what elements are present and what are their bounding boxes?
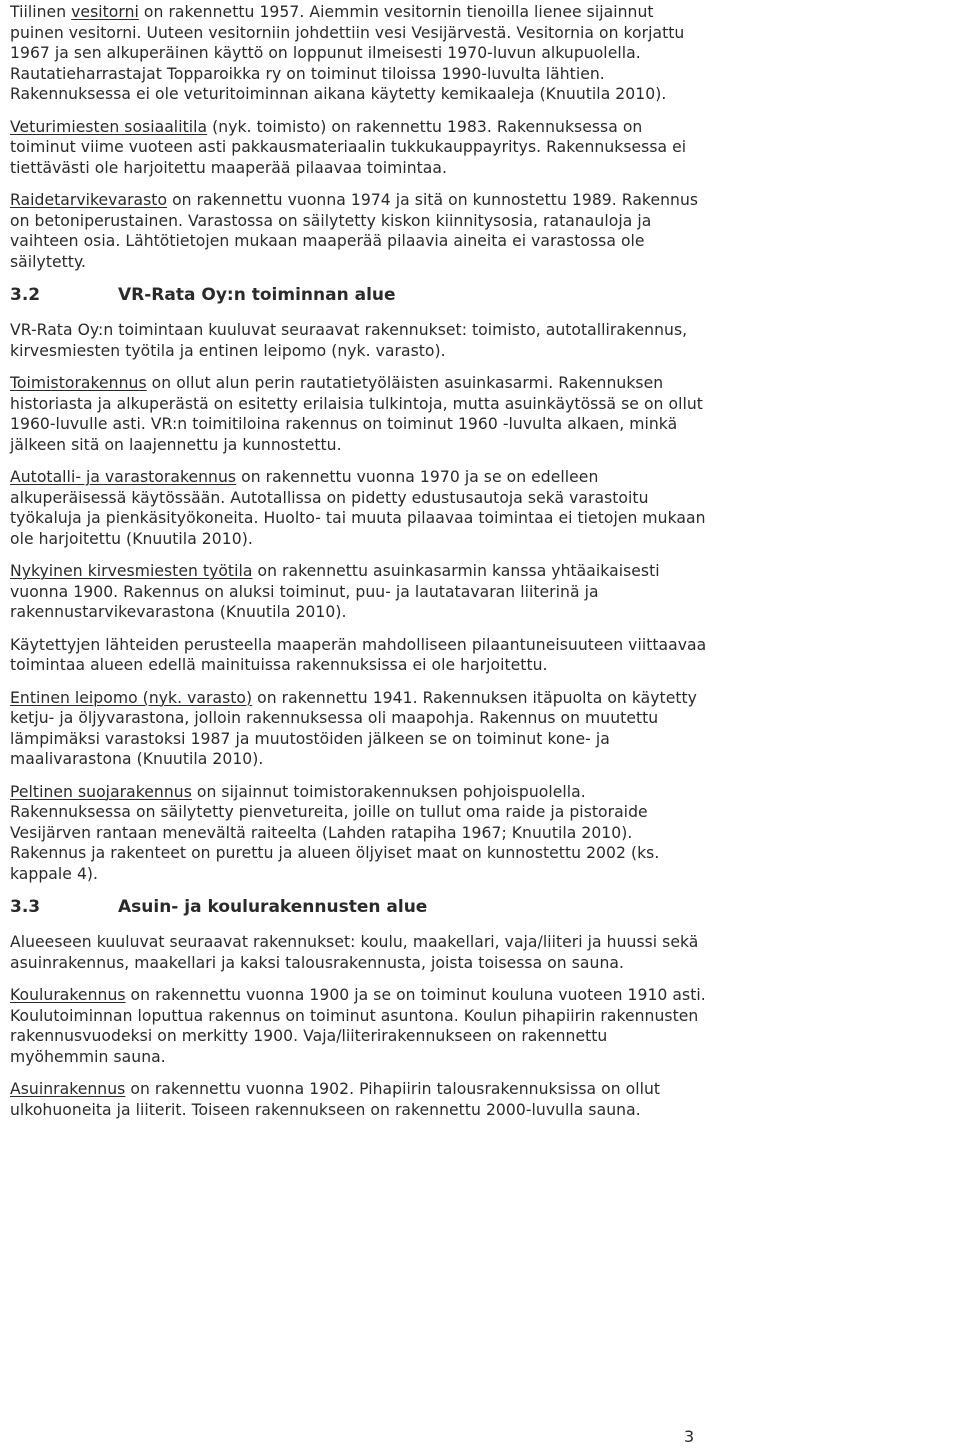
paragraph-text: (nyk. toimisto) on rakennettu 1983. Rakennuksessa on toiminut viime vuoteen asti pakkausmateriaalin tukkukauppayritys. Rakennuksessa ei tiettävästi ole harjoitettu maaperää pilaavaa toimintaa. — [10, 117, 687, 177]
underlined-term: Raidetarvikevarasto — [10, 191, 168, 209]
page-number: 3 — [684, 1427, 695, 1446]
underlined-term: Toimistorakennus — [10, 374, 147, 392]
underlined-term: vesitorni — [71, 3, 139, 21]
paragraph-text: on rakennettu vuonna 1900 ja se on toiminut kouluna vuoteen 1910 asti. Koulutoiminnan loputtua rakennus on toiminut asuntona. Koulun pihapiirin rakennusten rakennusvuodeksi on merkitty 1900. Vaja/liiterirakennukseen on rakennettu myöhemmin sauna. — [10, 986, 706, 1066]
paragraph-residence — [10, 1079, 710, 1120]
paragraph-text: on rakennettu 1957. Aiemmin vesitornin tienoilla lienee sijainnut puinen vesitorni. Uuteen vesitorniin johdettiin vesi Vesijärvestä. Vesitornia on korjattu 1967 ja sen alkuperäinen käyttö on loppunut ilmeisesti 1970-luvun alkupuolella. Rautatieharrastajat Topparoikka ry on toiminut tiloissa 1990-luvulta lähtien. Rakennuksessa ei ole veturitoiminnan aikana käytetty kemikaaleja (Knuutila 2010). — [10, 3, 685, 103]
paragraph-text: on rakennettu 1941. Rakennuksen itäpuolta on käytetty ketju- ja öljyvarastona, jolloin rakennuksessa oli maapohja. Rakennus on muutettu lämpimäksi varastoksi 1987 ja muutostöiden jälkeen se on toiminut kone- ja maalivarastona (Knuutila 2010). — [10, 688, 697, 768]
paragraph-office — [10, 373, 710, 455]
section-number: 3.3 — [10, 897, 41, 917]
paragraph-text: Tiilinen — [10, 3, 72, 21]
paragraph-sources: Käytettyjen lähteiden perusteella maaperän mahdolliseen pilaantuneisuuteen viittaavaa toimintaa alueen edellä mainituissa rakennuksissa ei ole harjoitettu. — [10, 635, 707, 674]
paragraph-text: on sijainnut toimistorakennuksen pohjoispuolella. Rakennuksessa on säilytetty pienvetureita, joille on tullut oma raide ja pistoraide Vesijärven rantaan menevältä raiteelta (Lahden ratapiha 1967; Knuutila 2010). Rakennus ja rakenteet on purettu ja alueen öljyiset maat on kunnostettu 2002 (ks. kappale 4). — [10, 782, 660, 883]
underlined-term: Peltinen suojarakennus — [10, 782, 192, 801]
paragraph-text: on rakennettu vuonna 1974 ja sitä on kunnostettu 1989. Rakennus on betoniperustainen. Varastossa on säilytetty kiskon kiinnitysosia, ratanauloja ja vaihteen osia. Lähtötietojen mukaan maaperää pilaavia aineita ei varastossa ole säilytetty. — [10, 191, 699, 271]
paragraph-text: on rakennettu vuonna 1970 ja se on edelleen alkuperäisessä käytössään. Autotallissa on pidetty edustusautoja sekä varastoitu työkaluja ja pienkäsityökoneita. Huolto- tai muuta pilaavaa toimintaa ei tietojen mukaan ole harjoitettu (Knuutila 2010). — [10, 468, 706, 548]
section-title: Asuin- ja koulurakennusten alue — [118, 897, 428, 917]
underlined-term: Entinen leipomo (nyk. varasto) — [10, 688, 253, 707]
paragraph-shelter — [10, 782, 710, 885]
paragraph-carpenters — [10, 561, 710, 623]
paragraph-text: on ollut alun perin rautatietyöläisten asuinkasarmi. Rakennuksen historiasta ja alkuperästä on esitetty erilaisia tulkintoja, mutta asuinkäytössä se on ollut 1960-luvulle asti. VR:n toimitiloina rakennus on toiminut 1960 -luvulta alkaen, minkä jälkeen sitä on laajennettu ja kunnostettu. — [10, 374, 703, 454]
paragraph-text: on rakennettu asuinkasarmin kanssa yhtäaikaisesti vuonna 1900. Rakennus on aluksi toiminut, puu- ja lautatavaran liiterinä ja rakennustarvikevarastona (Knuutila 2010). — [10, 562, 660, 621]
paragraph-text: on rakennettu vuonna 1902. Pihapiirin talousrakennuksissa on ollut ulkohuoneita ja liiterit. Toiseen rakennukseen on rakennettu 2000-luvulla sauna. — [10, 1080, 661, 1119]
paragraph-garage — [10, 467, 710, 549]
underlined-term: Autotalli- ja varastorakennus — [10, 468, 237, 486]
paragraph-track-storage — [10, 190, 710, 272]
section-title: VR-Rata Oy:n toiminnan alue — [118, 285, 396, 305]
paragraph-intro: VR-Rata Oy:n toimintaan kuuluvat seuraavat rakennukset: toimisto, autotallirakennus, kirvesmiesten työtila ja entinen leipomo (nyk. varasto). — [10, 321, 688, 360]
section-number: 3.2 — [10, 285, 41, 305]
paragraph-school — [10, 985, 710, 1067]
paragraph-bakery — [10, 688, 710, 770]
underlined-term: Nykyinen kirvesmiesten työtila — [10, 562, 253, 580]
paragraph-water-tower — [10, 2, 710, 105]
underlined-term: Veturimiesten sosiaalitila — [10, 117, 208, 136]
section-heading-3-2 — [10, 284, 710, 306]
section-heading-3-3 — [10, 896, 710, 918]
paragraph-social-building — [10, 117, 710, 179]
underlined-term: Koulurakennus — [10, 986, 126, 1004]
underlined-term: Asuinrakennus — [10, 1080, 126, 1098]
page-content — [10, 2, 710, 1132]
paragraph-intro: Alueeseen kuuluvat seuraavat rakennukset: koulu, maakellari, vaja/liiteri ja huussi sekä asuinrakennus, maakellari ja kaksi talousrakennusta, joista toisessa on sauna. — [10, 933, 699, 972]
